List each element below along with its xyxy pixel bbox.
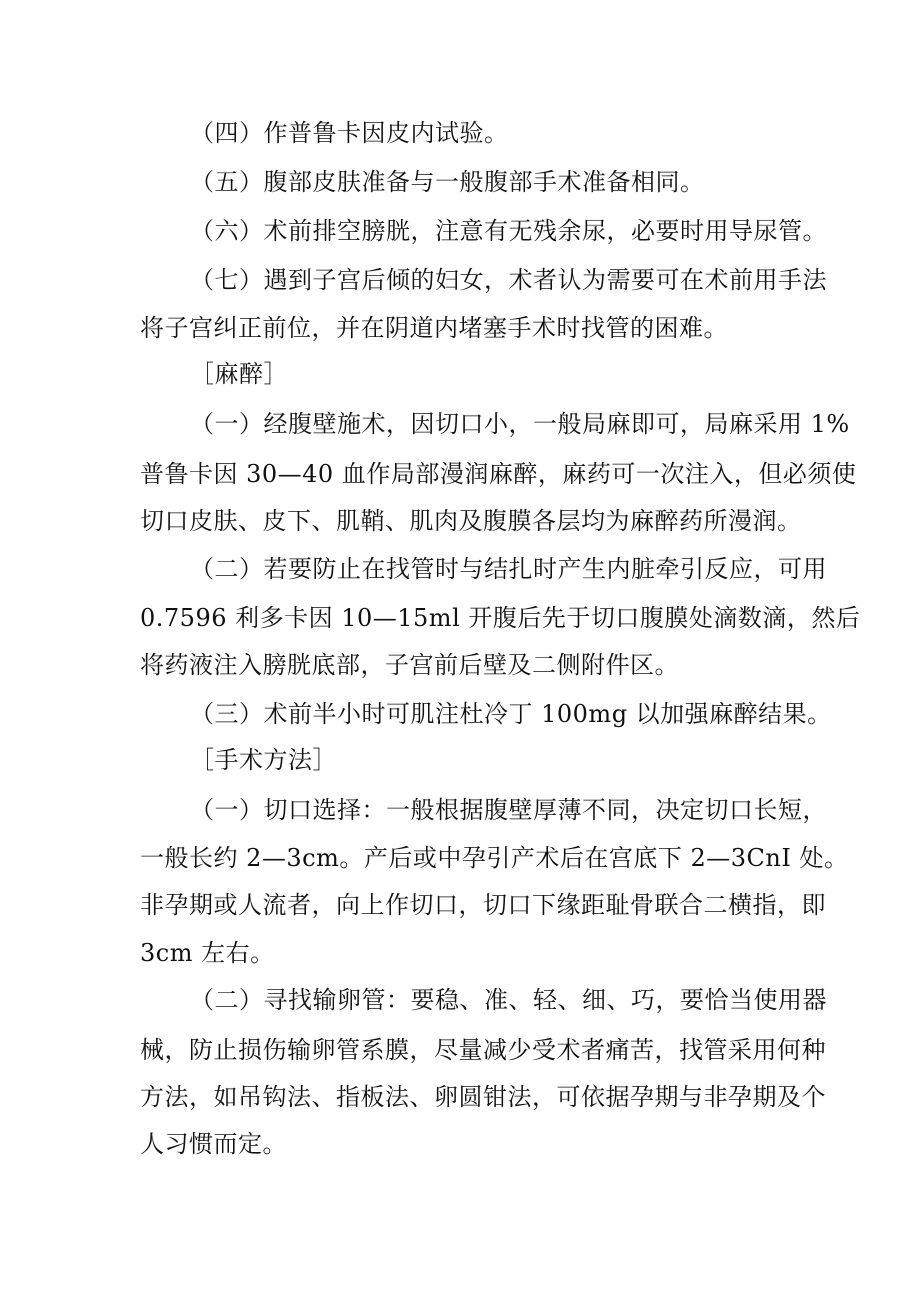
text-line: （七）遇到子宫后倾的妇女，术者认为需要可在术前用手法 bbox=[190, 266, 827, 294]
text-line: （一）切口选择：一般根据腹壁厚薄不同，决定切口长短， bbox=[190, 796, 827, 824]
text-line: （二）寻找输卵管：要稳、准、轻、细、巧，要恰当使用器 bbox=[190, 986, 827, 1014]
text-line: 将子宫纠正前位，并在阴道内堵塞手术时找管的困难。 bbox=[140, 314, 728, 342]
text-line: （四）作普鲁卡因皮内试验。 bbox=[190, 119, 509, 147]
text-line: （一）经腹壁施术，因切口小，一般局麻即可，局麻采用 1% bbox=[190, 410, 850, 438]
text-line: （六）术前排空膀胱，注意有无残余尿，必要时用导尿管。 bbox=[190, 217, 827, 245]
section-heading: ［麻醉］ bbox=[190, 360, 288, 388]
text-line: 非孕期或人流者，向上作切口，切口下缘距耻骨联合二横指，即 bbox=[140, 891, 826, 919]
text-line: （五）腹部皮肤准备与一般腹部手术准备相同。 bbox=[190, 168, 705, 196]
text-line: 械，防止损伤输卵管系膜，尽量减少受术者痛苦，找管采用何种 bbox=[140, 1036, 826, 1064]
text-line: 方法，如吊钩法、指板法、卵圆钳法，可依据孕期与非孕期及个 bbox=[140, 1083, 826, 1111]
text-line: 3cm 左右。 bbox=[140, 939, 275, 967]
text-line: 0.7596 利多卡因 10—15ml 开腹后先于切口腹膜处滴数滴，然后 bbox=[140, 604, 861, 632]
section-heading: ［手术方法］ bbox=[190, 746, 337, 774]
text-line: 一般长约 2—3cm。产后或中孕引产术后在宫底下 2—3CnI 处。 bbox=[140, 844, 849, 872]
text-line: 普鲁卡因 30—40 血作局部漫润麻醉，麻药可一次注入，但必须使 bbox=[140, 460, 857, 488]
text-line: 切口皮肤、皮下、肌鞘、肌肉及腹膜各层均为麻醉药所漫润。 bbox=[140, 507, 802, 535]
text-line: 将药液注入膀胱底部，子宫前后壁及二侧附件区。 bbox=[140, 651, 679, 679]
text-line: 人习惯而定。 bbox=[140, 1130, 287, 1158]
text-line: （三）术前半小时可肌注杜冷丁 100mg 以加强麻醉结果。 bbox=[190, 700, 832, 728]
text-line: （二）若要防止在找管时与结扎时产生内脏牵引反应，可用 bbox=[190, 555, 827, 583]
